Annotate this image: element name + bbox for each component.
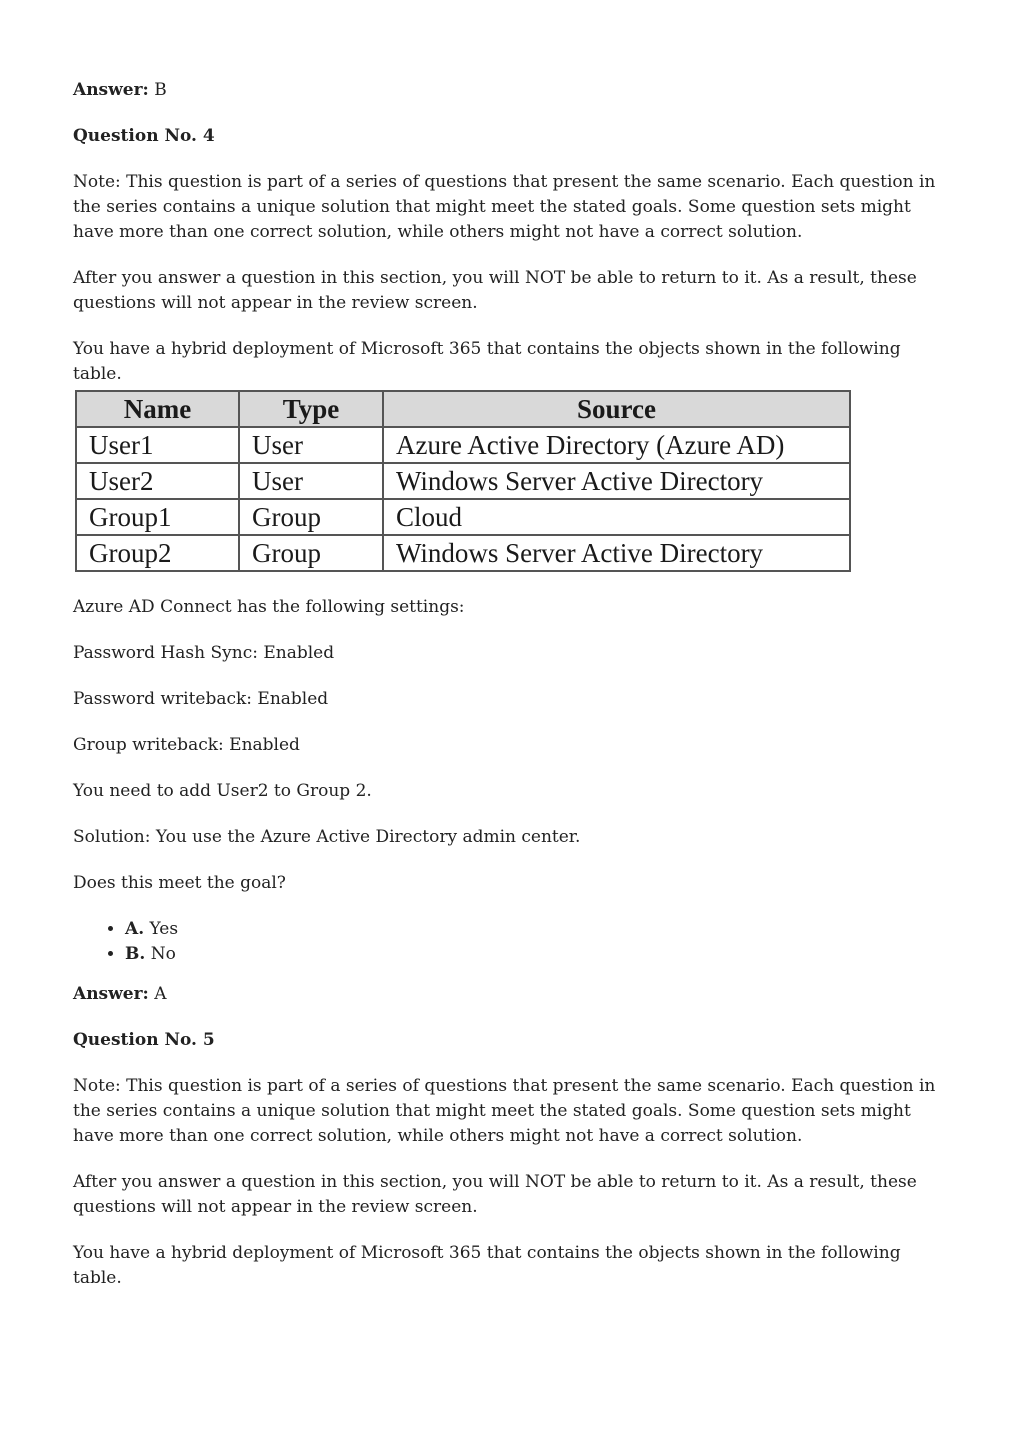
table-header-source: Source xyxy=(383,391,850,427)
table-row xyxy=(76,427,850,463)
table-cell: Group1 xyxy=(76,499,239,535)
table-cell: Windows Server Active Directory xyxy=(383,463,850,499)
table-row xyxy=(76,463,850,499)
table-cell: Cloud xyxy=(383,499,850,535)
question-4-task: You need to add User2 to Group 2. xyxy=(73,781,372,801)
table-cell: User xyxy=(239,463,383,499)
setting-password-hash-sync: Password Hash Sync: Enabled xyxy=(73,643,335,663)
question-5-intro: You have a hybrid deployment of Microsoft 365 that contains the objects shown in the following table. xyxy=(73,1243,901,1288)
table-cell: User xyxy=(239,427,383,463)
table-header-name: Name xyxy=(76,391,239,427)
answer-options xyxy=(73,917,953,967)
table-cell: User1 xyxy=(76,427,239,463)
question-4-solution: Solution: You use the Azure Active Directory admin center. xyxy=(73,827,581,847)
objects-table xyxy=(75,390,851,572)
answer-value: A xyxy=(154,984,167,1004)
question-4-title: Question No. 4 xyxy=(73,126,215,146)
objects-table-image xyxy=(75,390,953,572)
answer-label: Answer: xyxy=(73,80,149,100)
question-4-prompt: Does this meet the goal? xyxy=(73,873,286,893)
q3-answer-line xyxy=(73,78,953,103)
table-cell: Group2 xyxy=(76,535,239,571)
question-4-note: Note: This question is part of a series of questions that present the same scenario. Each question in the series contains a unique solution that might meet the stated goals. Some question sets might have more than one correct solution, while others might not have a correct solution. xyxy=(73,172,936,242)
question-5-title: Question No. 5 xyxy=(73,1030,215,1050)
table-cell: Group xyxy=(239,535,383,571)
option-text: No xyxy=(150,944,176,964)
table-cell: Windows Server Active Directory xyxy=(383,535,850,571)
document-page xyxy=(73,78,953,1291)
option-letter: A. xyxy=(125,919,145,939)
question-4-after: After you answer a question in this section, you will NOT be able to return to it. As a result, these questions will not appear in the review screen. xyxy=(73,268,917,313)
table-header-type: Type xyxy=(239,391,383,427)
question-4-intro: You have a hybrid deployment of Microsoft 365 that contains the objects shown in the following table. xyxy=(73,339,901,384)
table-header-row xyxy=(76,391,850,427)
settings-intro: Azure AD Connect has the following settings: xyxy=(73,597,465,617)
option-text: Yes xyxy=(149,919,179,939)
option-a xyxy=(125,917,953,942)
table-cell: Group xyxy=(239,499,383,535)
answer-label: Answer: xyxy=(73,984,149,1004)
table-row xyxy=(76,499,850,535)
setting-group-writeback: Group writeback: Enabled xyxy=(73,735,300,755)
question-5-note: Note: This question is part of a series of questions that present the same scenario. Each question in the series contains a unique solution that might meet the stated goals. Some question sets might have more than one correct solution, while others might not have a correct solution. xyxy=(73,1076,936,1146)
table-cell: Azure Active Directory (Azure AD) xyxy=(383,427,850,463)
option-b xyxy=(125,942,953,967)
table-row xyxy=(76,535,850,571)
option-letter: B. xyxy=(125,944,146,964)
answer-value: B xyxy=(154,80,167,100)
table-cell: User2 xyxy=(76,463,239,499)
q4-answer-line xyxy=(73,982,953,1007)
question-5-after: After you answer a question in this section, you will NOT be able to return to it. As a result, these questions will not appear in the review screen. xyxy=(73,1172,917,1217)
setting-password-writeback: Password writeback: Enabled xyxy=(73,689,329,709)
